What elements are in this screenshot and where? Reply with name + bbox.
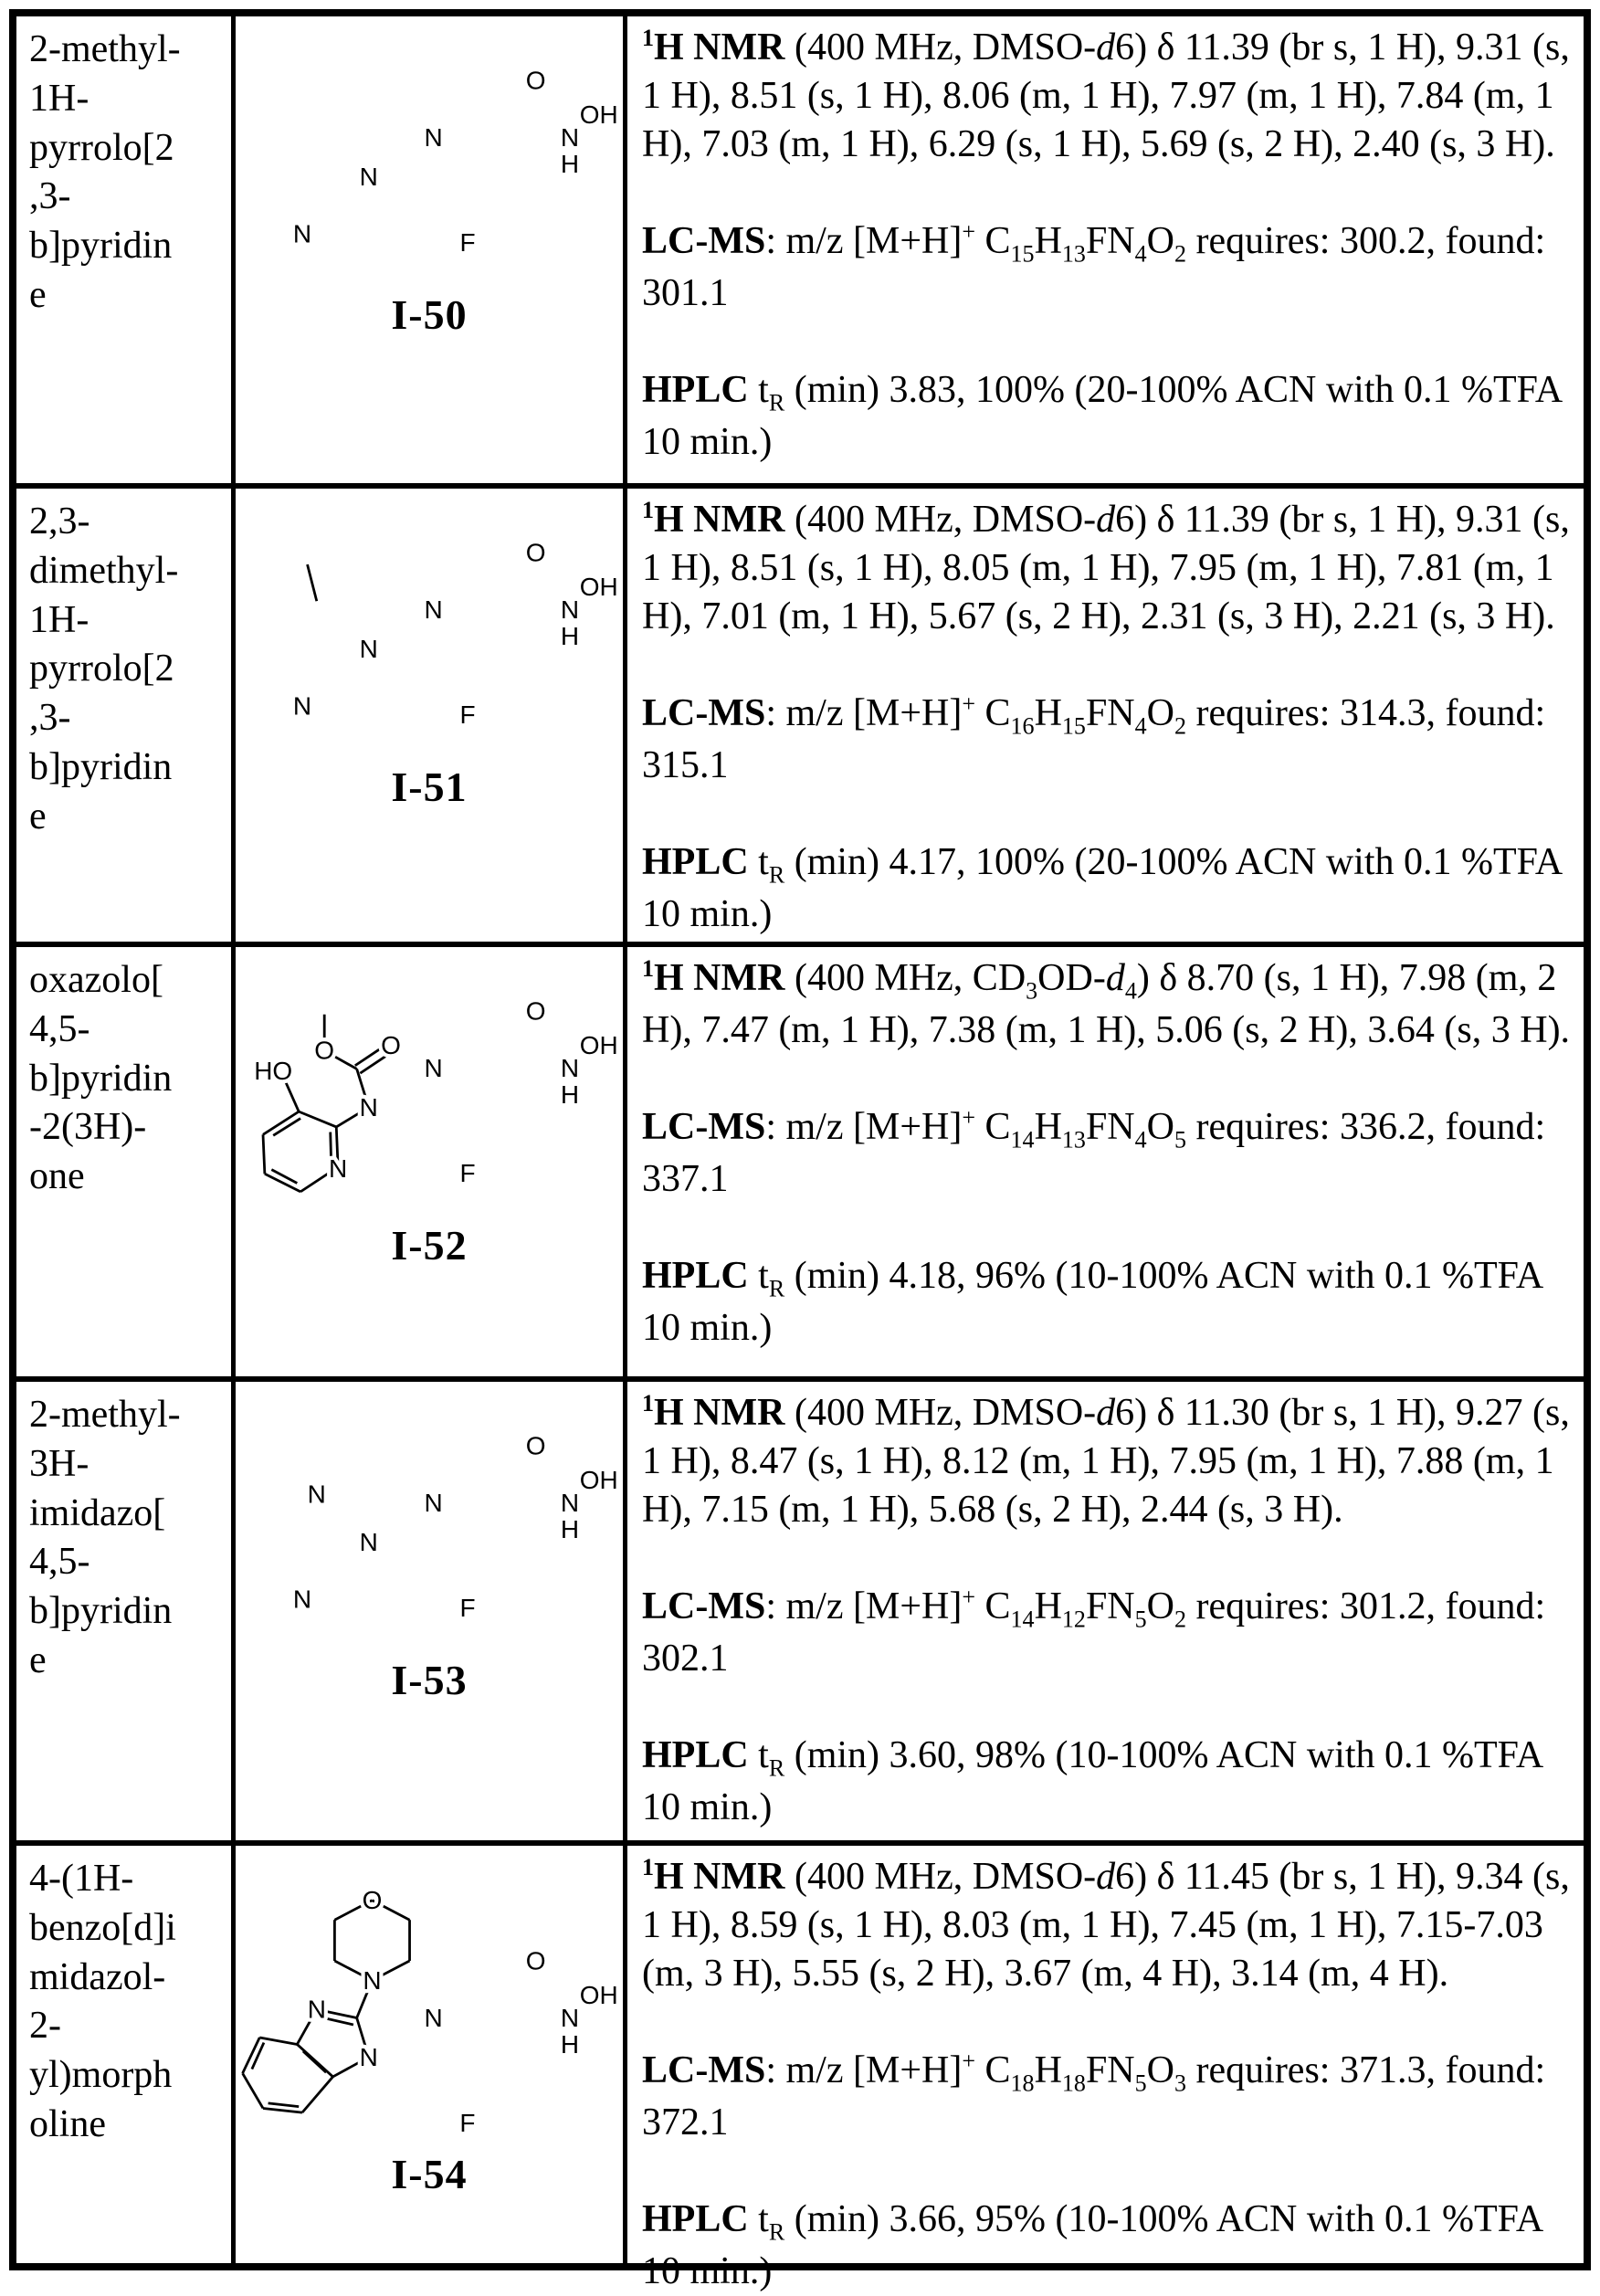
lcms-paragraph: LC-MS: m/z [M+H]+ $C_{18}H_{18}FN_5O_3$ requires: 371.3, found: 372.1 bbox=[642, 2047, 1546, 2143]
atom-label: OH bbox=[579, 1030, 618, 1059]
compound-name: 2,3- dimethyl- 1H- pyrrolo[2 ,3- b]pyridin e bbox=[29, 500, 179, 837]
atom-label: N bbox=[363, 1965, 382, 1995]
atom-label: N bbox=[307, 1480, 326, 1509]
atom-label: N bbox=[292, 219, 312, 248]
atom-label: H bbox=[560, 149, 580, 178]
atom-label: N bbox=[292, 691, 312, 721]
chemical-structure-drawing bbox=[237, 29, 621, 285]
atom-label: N bbox=[329, 1154, 348, 1184]
atom-label: N bbox=[560, 123, 580, 153]
compound-name: 2-methyl- 3H- imidazo[ 4,5- b]pyridin e bbox=[29, 1394, 181, 1681]
atom-label: O bbox=[525, 1431, 546, 1460]
table-row bbox=[16, 16, 1584, 483]
atom-label: O bbox=[381, 1030, 401, 1059]
nmr-paragraph: $^1$H NMR (400 MHz, DMSO-d6) δ 11.39 (br s, 1 H), 9.31 (s, 1 H), 8.51 (s, 1 H), 8.06 (m, 1 H), 7.97 (m, 1 H), 7.84 (m, 1 H), 7.03 (m, 1 H), 6.29 (s, 1 H), 5.69 (s, 2 H), 2.40 (s, 3 H). bbox=[642, 25, 1570, 165]
atom-label: OH bbox=[579, 100, 618, 129]
compound-name: oxazolo[ 4,5- b]pyridin -2(3H)- one bbox=[29, 959, 173, 1197]
lcms-paragraph: LC-MS: m/z [M+H]+ $C_{16}H_{15}FN_4O_2$ requires: 314.3, found: 315.1 bbox=[642, 690, 1546, 786]
nmr-paragraph: $^1$H NMR (400 MHz, $CD_3OD-d_4$) δ 8.70 (s, 1 H), 7.98 (m, 2 H), 7.47 (m, 1 H), 7.38 (m, 1 H), 5.06 (s, 2 H), 3.64 (s, 3 H). bbox=[642, 955, 1571, 1052]
atom-label: HO bbox=[254, 1056, 293, 1085]
atom-label: F bbox=[459, 227, 476, 257]
atom-label: N bbox=[359, 1527, 378, 1556]
table-row bbox=[16, 1376, 1584, 1840]
table-row bbox=[16, 1840, 1584, 2293]
atom-label: OH bbox=[579, 572, 618, 601]
atom-label: N bbox=[424, 1489, 443, 1518]
lcms-paragraph: LC-MS: m/z [M+H]+ $C_{14}H_{13}FN_4O_5$ requires: 336.2, found: 337.1 bbox=[642, 1104, 1546, 1201]
atom-label: H bbox=[560, 1514, 580, 1543]
atom-label: OH bbox=[579, 1465, 618, 1494]
atom-label: O bbox=[525, 1946, 546, 1975]
nmr-paragraph: $^1$H NMR (400 MHz, DMSO-d6) δ 11.45 (br s, 1 H), 9.34 (s, 1 H), 8.59 (s, 1 H), 8.03 (m, 1 H), 7.45 (m, 1 H), 7.15-7.03 (m, 3 H), 5.55 (s, 2 H), 3.67 (m, 4 H), 3.14 (m, 4 H). bbox=[642, 1854, 1570, 1995]
structure-cell bbox=[231, 1382, 623, 1840]
atom-label: F bbox=[459, 1593, 476, 1622]
atom-label: O bbox=[314, 1036, 335, 1065]
structure-cell bbox=[231, 947, 623, 1376]
atom-label: N bbox=[307, 1995, 326, 2024]
chemical-structure-drawing bbox=[237, 1859, 621, 2144]
atom-label: O bbox=[525, 538, 546, 567]
atom-label: N bbox=[292, 1585, 312, 1614]
chemical-structure-drawing bbox=[237, 1395, 621, 1650]
atom-label: H bbox=[560, 2029, 580, 2059]
analytics-cell bbox=[623, 1846, 1584, 2293]
chemical-structure-drawing bbox=[237, 960, 621, 1216]
hplc-paragraph: HPLC $t_R$ (min) 3.66, 95% (10-100% ACN with 0.1 %TFA 10 min.) bbox=[642, 2197, 1542, 2293]
analytics-cell bbox=[623, 1382, 1584, 1840]
nmr-paragraph: $^1$H NMR (400 MHz, DMSO-d6) δ 11.30 (br s, 1 H), 9.27 (s, 1 H), 8.47 (s, 1 H), 8.12 (m, 1 H), 7.95 (m, 1 H), 7.88 (m, 1 H), 7.15 (m, 1 H), 5.68 (s, 2 H), 2.44 (s, 3 H). bbox=[642, 1390, 1570, 1531]
atom-label: N bbox=[424, 595, 443, 625]
analytics-cell bbox=[623, 489, 1584, 942]
atom-label: F bbox=[459, 700, 476, 729]
atom-label: N bbox=[424, 1054, 443, 1083]
atom-label: N bbox=[560, 595, 580, 625]
compound-name: 4-(1H- benzo[d]i midazol- 2- yl)morph oline bbox=[29, 1858, 176, 2145]
compound-id-label: I-50 bbox=[391, 291, 468, 338]
structure-cell bbox=[231, 1846, 623, 2263]
compound-id-label: I-52 bbox=[391, 1222, 468, 1269]
atom-label: F bbox=[459, 2108, 476, 2137]
atom-label: N bbox=[560, 1489, 580, 1518]
structure-cell bbox=[231, 489, 623, 942]
atom-label: N bbox=[359, 634, 378, 663]
analytics-cell bbox=[623, 947, 1584, 1376]
atom-label: N bbox=[424, 2004, 443, 2033]
atom-label: F bbox=[459, 1158, 476, 1187]
atom-label: H bbox=[560, 1080, 580, 1109]
atom-label: N bbox=[560, 2004, 580, 2033]
hplc-paragraph: HPLC $t_R$ (min) 3.83, 100% (20-100% ACN with 0.1 %TFA 10 min.) bbox=[642, 368, 1561, 464]
atom-label: O bbox=[362, 1886, 383, 1915]
atom-label: O bbox=[525, 66, 546, 95]
lcms-paragraph: LC-MS: m/z [M+H]+ $C_{15}H_{13}FN_4O_2$ requires: 300.2, found: 301.1 bbox=[642, 217, 1546, 314]
nmr-paragraph: $^1$H NMR (400 MHz, DMSO-d6) δ 11.39 (br s, 1 H), 9.31 (s, 1 H), 8.51 (s, 1 H), 8.05 (m, 1 H), 7.95 (m, 1 H), 7.81 (m, 1 H), 7.01 (m, 1 H), 5.67 (s, 2 H), 2.31 (s, 3 H), 2.21 (s, 3 H). bbox=[642, 497, 1570, 637]
atom-label: N bbox=[359, 2042, 378, 2071]
atom-label: H bbox=[560, 621, 580, 650]
hplc-paragraph: HPLC $t_R$ (min) 3.60, 98% (10-100% ACN with 0.1 %TFA 10 min.) bbox=[642, 1733, 1542, 1829]
atom-label: OH bbox=[579, 1980, 618, 2009]
atom-label: N bbox=[560, 1054, 580, 1083]
chemical-structure-drawing bbox=[237, 501, 621, 757]
table-row bbox=[16, 942, 1584, 1376]
compound-table bbox=[9, 9, 1591, 2293]
analytics-cell bbox=[623, 16, 1584, 483]
compound-name: 2-methyl- 1H- pyrrolo[2 ,3- b]pyridin e bbox=[29, 28, 181, 316]
compound-id-label: I-51 bbox=[391, 764, 468, 810]
atom-label: N bbox=[359, 162, 378, 191]
atom-label: N bbox=[359, 1092, 378, 1122]
atom-label: O bbox=[525, 996, 546, 1026]
table-row bbox=[16, 483, 1584, 942]
lcms-paragraph: LC-MS: m/z [M+H]+ $C_{14}H_{12}FN_5O_2$ requires: 301.2, found: 302.1 bbox=[642, 1583, 1546, 1680]
compound-id-label: I-53 bbox=[391, 1657, 468, 1703]
structure-cell bbox=[231, 16, 623, 483]
hplc-paragraph: HPLC $t_R$ (min) 4.17, 100% (20-100% ACN with 0.1 %TFA 10 min.) bbox=[642, 840, 1561, 936]
hplc-paragraph: HPLC $t_R$ (min) 4.18, 96% (10-100% ACN with 0.1 %TFA 10 min.) bbox=[642, 1255, 1542, 1350]
atom-label: N bbox=[424, 123, 443, 153]
compound-id-label: I-54 bbox=[391, 2150, 468, 2197]
